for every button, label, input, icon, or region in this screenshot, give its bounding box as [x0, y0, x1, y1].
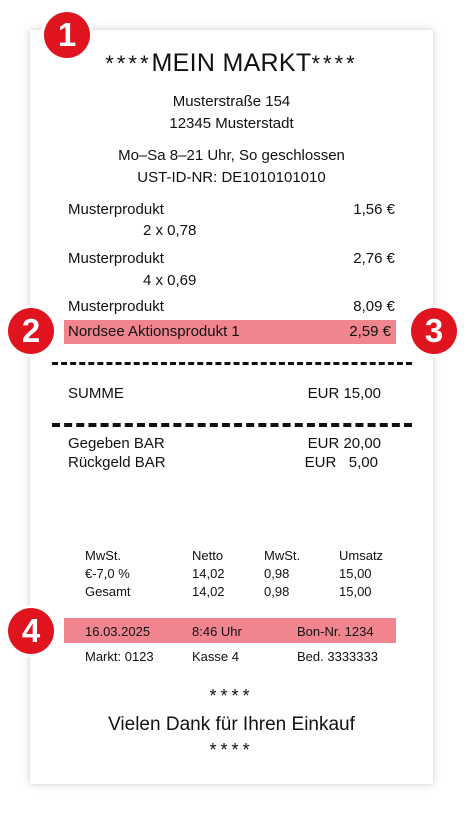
street-address: Musterstraße 154 [172, 93, 291, 110]
tax-cell: 15,00 [339, 584, 372, 599]
tax-cell: €-7,0 % [85, 566, 130, 581]
store-name: MEIN MARKT [151, 49, 312, 77]
given-label: Gegeben BAR [68, 435, 165, 452]
receipt-date: 16.03.2025 [85, 624, 151, 639]
change-value: EUR 5,00 [304, 454, 378, 471]
tax-header: Netto [192, 548, 224, 563]
thank-you-message: Vielen Dank für Ihren Einkauf [108, 714, 355, 735]
item-price: 8,09 € [353, 298, 395, 315]
change-label: Rückgeld BAR [68, 454, 166, 471]
sum-label: SUMME [68, 385, 124, 402]
tax-cell: 14,02 [192, 584, 225, 599]
sum-value: EUR 15,00 [307, 385, 381, 402]
annotation-badge-2: 2 [8, 308, 54, 354]
staff-number: Bed. 3333333 [297, 649, 378, 664]
receipt [30, 30, 433, 784]
annotation-badge-3: 3 [411, 308, 457, 354]
register-number: Kasse 4 [192, 649, 239, 664]
given-value: EUR 20,00 [307, 435, 381, 452]
receipt-number: Bon-Nr. 1234 [297, 624, 374, 639]
vat-id: UST-ID-NR: DE1010101010 [137, 169, 326, 186]
closing-stars-top: **** [209, 686, 254, 706]
tax-cell: 0,98 [264, 566, 290, 581]
item-name: Musterprodukt [68, 298, 164, 315]
city-address: 12345 Musterstadt [169, 115, 294, 132]
tax-cell: Gesamt [85, 584, 131, 599]
market-number: Markt: 0123 [85, 649, 154, 664]
highlighted-item-price: 2,59 € [349, 323, 391, 340]
tax-cell: 0,98 [264, 584, 290, 599]
store-title [30, 49, 433, 78]
item-name: Musterprodukt [68, 201, 164, 218]
tax-cell: 14,02 [192, 566, 225, 581]
highlighted-item-name: Nordsee Aktionsprodukt 1 [68, 323, 240, 340]
title-stars-right: **** [311, 51, 358, 76]
opening-hours: Mo–Sa 8–21 Uhr, So geschlossen [118, 147, 345, 164]
title-stars-left: **** [105, 51, 152, 76]
closing-stars-bottom: **** [209, 740, 254, 760]
item-name: Musterprodukt [68, 250, 164, 267]
receipt-time: 8:46 Uhr [192, 624, 242, 639]
annotation-badge-4: 4 [8, 608, 54, 654]
dashed-separator-bold [52, 423, 412, 427]
tax-header: Umsatz [339, 548, 384, 563]
item-detail: 4 x 0,69 [143, 272, 197, 289]
item-detail: 2 x 0,78 [143, 222, 197, 239]
dashed-separator [52, 362, 412, 365]
tax-header: MwSt. [264, 548, 301, 563]
item-price: 2,76 € [353, 250, 395, 267]
item-price: 1,56 € [353, 201, 395, 218]
annotation-badge-1: 1 [44, 12, 90, 58]
tax-cell: 15,00 [339, 566, 372, 581]
tax-header: MwSt. [85, 548, 122, 563]
